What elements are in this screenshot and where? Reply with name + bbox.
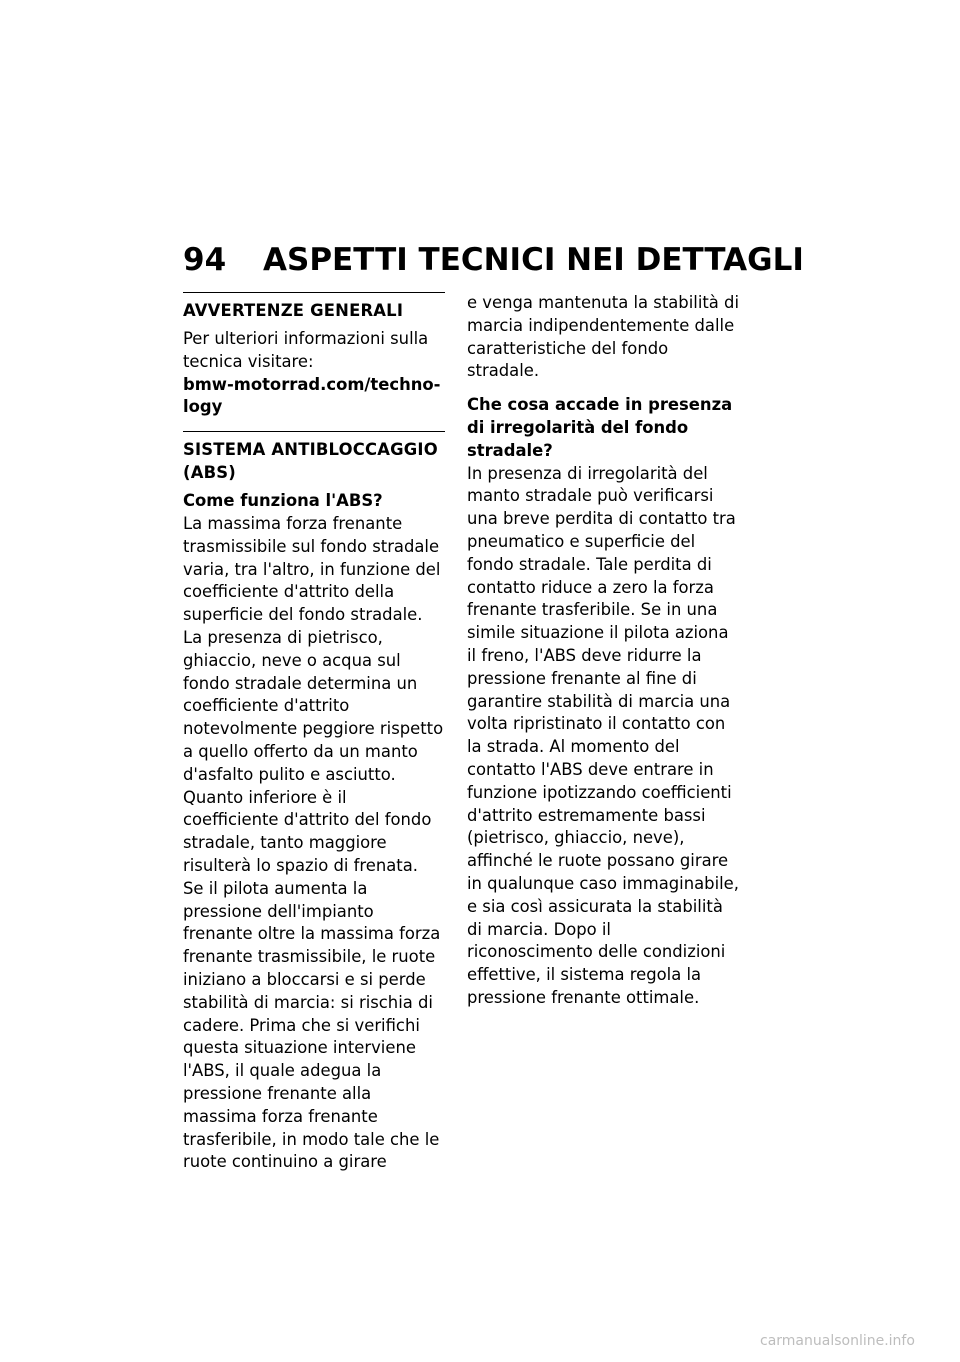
abs-paragraph-2: Se il pilota aumenta la pressione dell'impianto frenante oltre la massima forza frenante trasmissibile, le ruote iniziano a bloccarsi e si perde stabilità di marcia: si rischia di cadere. Prima che si verifichi questa situazione interviene l'ABS, il quale adegua la pressione frenante alla massima forza frenante trasferibile, in modo tale che le ruote continuino a girare	[183, 878, 441, 1172]
page-header	[183, 242, 804, 278]
abs-question: Come funziona l'ABS?	[183, 491, 383, 511]
watermark-text: carmanualsonline.info	[760, 1333, 915, 1349]
section-title-abs: SISTEMA ANTIBLOCCAGGIO (ABS)	[183, 440, 438, 483]
general-warnings-intro: Per ulteriori informazioni sulla tecnica visitare:	[183, 329, 429, 371]
left-column	[183, 292, 445, 1174]
abs-paragraph-continued: e venga mantenuta la stabilità di marcia indipendentemente dalle caratteristiche del fondo stradale.	[467, 293, 740, 381]
page-number: 94	[183, 242, 227, 278]
section-divider	[183, 431, 445, 432]
irregular-road-question: Che cosa accade in presenza di irregolarità del fondo stradale?	[467, 395, 733, 460]
section-divider	[183, 292, 445, 293]
chapter-title: ASPETTI TECNICI NEI DETTAGLI	[263, 242, 804, 278]
section-title-general-warnings: AVVERTENZE GENERALI	[183, 301, 404, 320]
irregular-road-paragraph: In presenza di irregolarità del manto stradale può verificarsi una breve perdita di contatto tra pneumatico e superficie del fondo stradale. Tale perdita di contatto riduce a zero la forza frenante trasferibile. Se in una simile situazione il pilota aziona il freno, l'ABS deve ridurre la pressione frenante al fine di garantire stabilità di marcia una volta ripristinato il contatto con la strada. Al momento del contatto l'ABS deve entrare in funzione ipotizzando coefficienti d'attrito estremamente bassi (pietrisco, ghiaccio, neve), affinché le ruote possano girare in qualunque caso immaginabile, e sia così assicurata la stabilità di marcia. Dopo il riconoscimento delle condizioni effettive, il sistema regola la pressione frenante ottimale.	[467, 463, 739, 1007]
technology-link[interactable]: bmw-motorrad.com/techno-logy	[183, 374, 441, 417]
right-column	[467, 292, 739, 1010]
abs-paragraph-1: La massima forza frenante trasmissibile sul fondo stradale varia, tra l'altro, in funzione del coefficiente d'attrito della superficie del fondo stradale. La presenza di pietrisco, ghiaccio, neve o acqua sul fondo stradale determina un coefficiente d'attrito notevolmente peggiore rispetto a quello offerto da un manto d'asfalto pulito e asciutto. Quanto inferiore è il coefficiente d'attrito del fondo stradale, tanto maggiore risulterà lo spazio di frenata.	[183, 513, 444, 875]
